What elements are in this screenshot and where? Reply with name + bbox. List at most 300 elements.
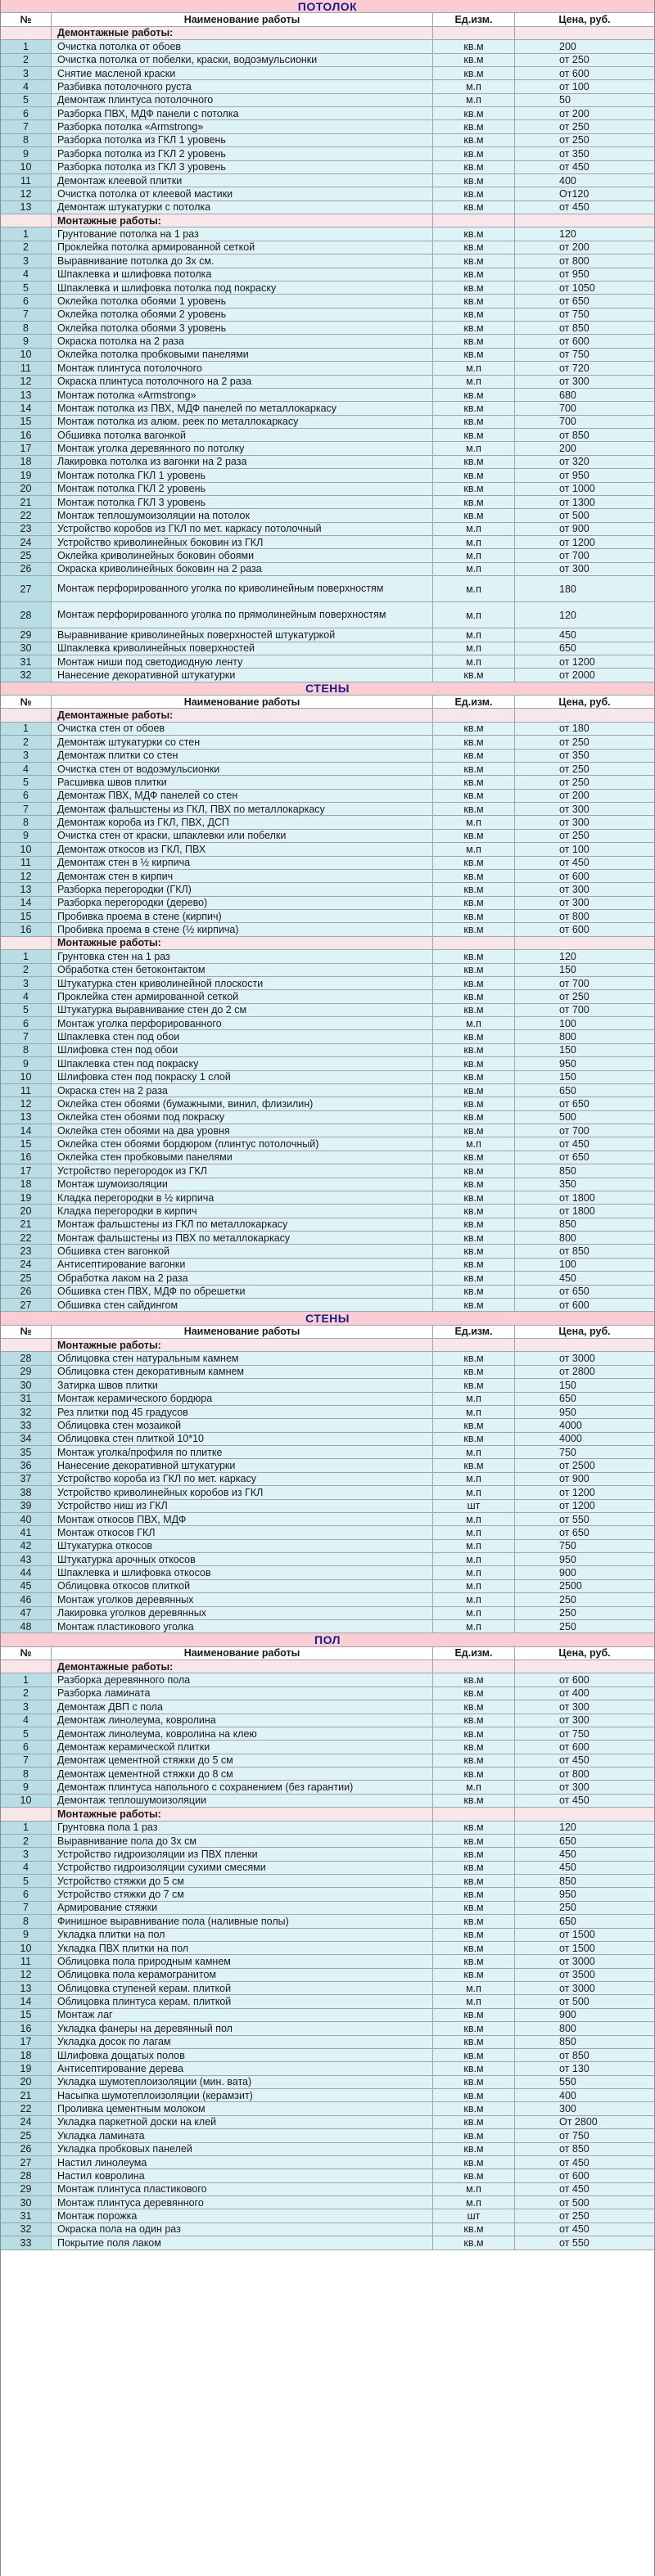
row-name: Окраска криволинейных боковин на 2 раза bbox=[52, 563, 433, 575]
table-row bbox=[1, 1553, 654, 1566]
table-row bbox=[1, 2209, 654, 2222]
row-unit: кв.м bbox=[433, 1419, 515, 1431]
row-price: 950 bbox=[515, 1057, 654, 1070]
row-unit: кв.м bbox=[433, 1433, 515, 1445]
row-name: Демонтаж теплошумоизоляции bbox=[52, 1795, 433, 1807]
row-num: 19 bbox=[1, 1191, 52, 1204]
row-unit: кв.м bbox=[433, 1259, 515, 1271]
row-unit: м.п bbox=[433, 362, 515, 374]
row-name: Расшивка швов плитки bbox=[52, 776, 433, 788]
row-num: 15 bbox=[1, 910, 52, 922]
table-row bbox=[1, 389, 654, 402]
row-unit: кв.м bbox=[433, 803, 515, 815]
row-unit: кв.м bbox=[433, 1741, 515, 1753]
table-row bbox=[1, 1137, 654, 1151]
table-row bbox=[1, 1245, 654, 1258]
group-label-row bbox=[1, 27, 654, 40]
row-unit: кв.м bbox=[433, 308, 515, 321]
row-name: Разбивка потолочного руста bbox=[52, 80, 433, 92]
row-price: от 900 bbox=[515, 1473, 654, 1485]
row-unit: кв.м bbox=[433, 2009, 515, 2021]
row-unit: кв.м bbox=[433, 295, 515, 307]
row-name: Оклейка криволинейных боковин обоями bbox=[52, 549, 433, 561]
row-unit: кв.м bbox=[433, 1459, 515, 1471]
group-unit-cell bbox=[433, 1660, 515, 1673]
row-price: от 450 bbox=[515, 2183, 654, 2195]
row-price: от 450 bbox=[515, 1137, 654, 1150]
group-num-cell bbox=[1, 937, 52, 949]
group-unit-cell bbox=[433, 1808, 515, 1820]
row-name: Насыпка шумотеплоизоляции (керамзит) bbox=[52, 2089, 433, 2101]
row-price: от 1200 bbox=[515, 655, 654, 668]
row-price: от 1800 bbox=[515, 1205, 654, 1217]
row-unit: кв.м bbox=[433, 1795, 515, 1807]
table-row bbox=[1, 1714, 654, 1727]
table-row bbox=[1, 910, 654, 923]
row-num: 29 bbox=[1, 1366, 52, 1378]
row-num: 39 bbox=[1, 1500, 52, 1512]
row-unit: м.п bbox=[433, 1995, 515, 2007]
table-row bbox=[1, 147, 654, 160]
row-num: 13 bbox=[1, 883, 52, 895]
group-label-row bbox=[1, 1339, 654, 1352]
row-num: 23 bbox=[1, 1245, 52, 1257]
table-row bbox=[1, 1286, 654, 1299]
row-num: 4 bbox=[1, 268, 52, 281]
row-price: от 450 bbox=[515, 1795, 654, 1807]
row-price: 250 bbox=[515, 1593, 654, 1605]
table-row bbox=[1, 1500, 654, 1513]
row-num: 5 bbox=[1, 94, 52, 106]
table-header-row bbox=[1, 1647, 654, 1660]
row-unit: кв.м bbox=[433, 1245, 515, 1257]
row-price: 250 bbox=[515, 1620, 654, 1633]
row-unit: кв.м bbox=[433, 2089, 515, 2101]
row-price: 200 bbox=[515, 442, 654, 454]
row-num: 17 bbox=[1, 442, 52, 454]
row-price: от 600 bbox=[515, 1299, 654, 1311]
row-name: Нанесение декоративной штукатурки bbox=[52, 669, 433, 681]
row-num: 10 bbox=[1, 1795, 52, 1807]
table-row bbox=[1, 2236, 654, 2249]
row-name: Облицовка стен мозаикой bbox=[52, 1419, 433, 1431]
row-unit: кв.м bbox=[433, 857, 515, 869]
table-row bbox=[1, 268, 654, 281]
row-name: Устройство гидроизоляции из ПВХ пленки bbox=[52, 1848, 433, 1860]
row-unit: кв.м bbox=[433, 227, 515, 240]
row-price: от 300 bbox=[515, 1781, 654, 1793]
row-price: 450 bbox=[515, 1272, 654, 1284]
row-price: от 850 bbox=[515, 429, 654, 441]
row-unit: кв.м bbox=[433, 2223, 515, 2236]
row-num: 38 bbox=[1, 1486, 52, 1498]
row-name: Обработка лаком на 2 раза bbox=[52, 1272, 433, 1284]
table-row bbox=[1, 763, 654, 776]
row-num: 14 bbox=[1, 1124, 52, 1137]
row-price: 300 bbox=[515, 2102, 654, 2114]
table-row bbox=[1, 1848, 654, 1861]
row-price: от 250 bbox=[515, 134, 654, 146]
row-price: от 200 bbox=[515, 241, 654, 254]
row-price: 450 bbox=[515, 628, 654, 641]
row-num: 27 bbox=[1, 1299, 52, 1311]
row-unit: м.п bbox=[433, 1553, 515, 1565]
header-name: Наименование работы bbox=[52, 1647, 433, 1660]
section-title: СТЕНЫ bbox=[305, 682, 350, 695]
header-name: Наименование работы bbox=[52, 1326, 433, 1338]
row-unit: кв.м bbox=[433, 120, 515, 133]
row-name: Демонтаж ДВП с пола bbox=[52, 1700, 433, 1713]
row-num: 12 bbox=[1, 187, 52, 200]
row-unit: кв.м bbox=[433, 187, 515, 200]
group-label-row bbox=[1, 709, 654, 722]
table-row bbox=[1, 483, 654, 496]
table-row bbox=[1, 2022, 654, 2035]
table-row bbox=[1, 1205, 654, 1218]
row-price: от 650 bbox=[515, 1526, 654, 1538]
row-name: Монтаж потолка из алюм. реек по металлокаркасу bbox=[52, 416, 433, 428]
row-unit: м.п bbox=[433, 1513, 515, 1525]
table-row bbox=[1, 496, 654, 509]
row-name: Пробивка проема в стене (кирпич) bbox=[52, 910, 433, 922]
table-row bbox=[1, 1835, 654, 1848]
section-title: ПОТОЛОК bbox=[297, 0, 358, 13]
row-num: 30 bbox=[1, 1379, 52, 1391]
row-num: 32 bbox=[1, 669, 52, 681]
row-name: Разборка потолка «Armstrong» bbox=[52, 120, 433, 133]
row-unit: кв.м bbox=[433, 1272, 515, 1284]
row-name: Разборка потолка из ГКЛ 1 уровень bbox=[52, 134, 433, 146]
row-unit: кв.м bbox=[433, 1727, 515, 1740]
row-num: 9 bbox=[1, 335, 52, 347]
row-num: 13 bbox=[1, 201, 52, 214]
table-row bbox=[1, 1486, 654, 1499]
row-num: 12 bbox=[1, 870, 52, 882]
row-price: 650 bbox=[515, 1084, 654, 1097]
row-name: Устройство криволинейных коробов из ГКЛ bbox=[52, 1486, 433, 1498]
table-row bbox=[1, 1299, 654, 1312]
section-title: СТЕНЫ bbox=[305, 1312, 350, 1325]
table-row bbox=[1, 1955, 654, 1968]
row-num: 7 bbox=[1, 308, 52, 321]
table-row bbox=[1, 322, 654, 335]
row-name: Лакировка уголков деревянных bbox=[52, 1607, 433, 1619]
row-unit: кв.м bbox=[433, 1097, 515, 1110]
row-name: Кладка перегородки в кирпич bbox=[52, 1205, 433, 1217]
table-header-row bbox=[1, 696, 654, 709]
row-unit: кв.м bbox=[433, 1673, 515, 1686]
row-num: 20 bbox=[1, 1205, 52, 1217]
row-name: Демонтаж плитки со стен bbox=[52, 750, 433, 762]
row-name: Демонтаж цементной стяжки до 5 см bbox=[52, 1754, 433, 1767]
section-title-row bbox=[1, 0, 654, 13]
table-row bbox=[1, 362, 654, 375]
row-num: 33 bbox=[1, 1419, 52, 1431]
row-price: 650 bbox=[515, 1915, 654, 1927]
row-num: 16 bbox=[1, 429, 52, 441]
table-row bbox=[1, 2049, 654, 2062]
row-num: 3 bbox=[1, 1700, 52, 1713]
table-row bbox=[1, 1795, 654, 1808]
row-unit: м.п bbox=[433, 1406, 515, 1418]
row-name: Разборка ламината bbox=[52, 1687, 433, 1700]
row-price: от 550 bbox=[515, 1513, 654, 1525]
table-row bbox=[1, 349, 654, 362]
row-name: Облицовка стен натуральным камнем bbox=[52, 1352, 433, 1364]
row-unit: кв.м bbox=[433, 241, 515, 254]
row-unit: кв.м bbox=[433, 254, 515, 267]
section-0 bbox=[1, 0, 654, 682]
row-price: 900 bbox=[515, 2009, 654, 2021]
row-unit: м.п bbox=[433, 843, 515, 855]
row-num: 21 bbox=[1, 2089, 52, 2101]
row-price: 150 bbox=[515, 1044, 654, 1056]
row-price: 650 bbox=[515, 642, 654, 655]
section-title: ПОЛ bbox=[314, 1633, 341, 1646]
row-num: 3 bbox=[1, 67, 52, 79]
row-price: От120 bbox=[515, 187, 654, 200]
row-name: Грунтование потолка на 1 раз bbox=[52, 227, 433, 240]
row-num: 10 bbox=[1, 1071, 52, 1083]
table-row bbox=[1, 816, 654, 829]
row-num: 12 bbox=[1, 1969, 52, 1981]
row-unit: кв.м bbox=[433, 281, 515, 294]
row-name: Монтаж теплошумоизоляции на потолок bbox=[52, 509, 433, 521]
row-unit: м.п bbox=[433, 94, 515, 106]
row-price: от 1000 bbox=[515, 483, 654, 495]
row-num: 31 bbox=[1, 2209, 52, 2222]
row-unit: м.п bbox=[433, 2183, 515, 2195]
row-unit: кв.м bbox=[433, 790, 515, 802]
row-num: 6 bbox=[1, 295, 52, 307]
row-unit: кв.м bbox=[433, 469, 515, 481]
section-title-row bbox=[1, 1312, 654, 1325]
row-name: Укладка досок по лагам bbox=[52, 2036, 433, 2048]
table-row bbox=[1, 870, 654, 883]
row-price: от 3000 bbox=[515, 1982, 654, 1994]
row-name: Демонтаж цементной стяжки до 8 см bbox=[52, 1768, 433, 1780]
row-name: Демонтаж стен в ½ кирпича bbox=[52, 857, 433, 869]
row-num: 3 bbox=[1, 977, 52, 989]
row-unit: кв.м bbox=[433, 1071, 515, 1083]
row-name: Оклейка стен обоями под покраску bbox=[52, 1111, 433, 1124]
row-num: 7 bbox=[1, 803, 52, 815]
row-name: Проливка цементным молоком bbox=[52, 2102, 433, 2114]
row-unit: м.п bbox=[433, 1593, 515, 1605]
row-unit: кв.м bbox=[433, 402, 515, 414]
row-unit: кв.м bbox=[433, 1205, 515, 1217]
row-name: Демонтаж ПВХ, МДФ панелей со стен bbox=[52, 790, 433, 802]
row-unit: кв.м bbox=[433, 2143, 515, 2155]
table-row bbox=[1, 1017, 654, 1030]
row-name: Разборка ПВХ, МДФ панели с потолка bbox=[52, 107, 433, 119]
table-row bbox=[1, 1473, 654, 1486]
row-num: 45 bbox=[1, 1580, 52, 1592]
row-unit: кв.м bbox=[433, 107, 515, 119]
row-unit: кв.м bbox=[433, 1687, 515, 1700]
table-row bbox=[1, 563, 654, 576]
table-row bbox=[1, 67, 654, 80]
row-unit: кв.м bbox=[433, 429, 515, 441]
row-unit: м.п bbox=[433, 1486, 515, 1498]
row-num: 12 bbox=[1, 376, 52, 388]
row-unit: кв.м bbox=[433, 910, 515, 922]
row-name: Окраска стен на 2 раза bbox=[52, 1084, 433, 1097]
row-unit: кв.м bbox=[433, 1942, 515, 1954]
row-unit: кв.м bbox=[433, 1848, 515, 1860]
row-price: 950 bbox=[515, 1553, 654, 1565]
row-price: 120 bbox=[515, 950, 654, 962]
table-row bbox=[1, 2183, 654, 2196]
header-num: № bbox=[1, 13, 52, 25]
row-num: 32 bbox=[1, 2223, 52, 2236]
row-num: 25 bbox=[1, 2129, 52, 2141]
row-unit: кв.м bbox=[433, 964, 515, 976]
row-num: 11 bbox=[1, 362, 52, 374]
row-name: Монтаж уголка перфорированного bbox=[52, 1017, 433, 1029]
row-unit: кв.м bbox=[433, 2049, 515, 2061]
table-row bbox=[1, 161, 654, 174]
row-name: Настил линолеума bbox=[52, 2156, 433, 2168]
row-name: Грунтовка пола 1 раз bbox=[52, 1822, 433, 1834]
row-name: Монтаж плинтуса пластикового bbox=[52, 2183, 433, 2195]
row-name: Грунтовка стен на 1 раз bbox=[52, 950, 433, 962]
row-num: 33 bbox=[1, 2236, 52, 2249]
table-row bbox=[1, 1044, 654, 1057]
table-row bbox=[1, 669, 654, 682]
row-price: 250 bbox=[515, 1607, 654, 1619]
row-price: от 300 bbox=[515, 1714, 654, 1727]
row-name: Демонтаж плинтуса потолочного bbox=[52, 94, 433, 106]
row-num: 13 bbox=[1, 389, 52, 401]
table-row bbox=[1, 1781, 654, 1794]
header-unit: Ед.изм. bbox=[433, 1326, 515, 1338]
row-price: от 450 bbox=[515, 2223, 654, 2236]
row-name: Обшивка потолка вагонкой bbox=[52, 429, 433, 441]
row-num: 6 bbox=[1, 1888, 52, 1900]
row-num: 26 bbox=[1, 1286, 52, 1298]
row-unit: м.п bbox=[433, 576, 515, 601]
row-price: от 600 bbox=[515, 1673, 654, 1686]
row-price: от 300 bbox=[515, 816, 654, 828]
table-row bbox=[1, 2076, 654, 2089]
row-price: 100 bbox=[515, 1017, 654, 1029]
row-num: 8 bbox=[1, 1768, 52, 1780]
row-price: 4000 bbox=[515, 1433, 654, 1445]
table-row bbox=[1, 1124, 654, 1137]
row-price: 700 bbox=[515, 416, 654, 428]
row-name: Монтаж керамического бордюра bbox=[52, 1393, 433, 1405]
table-row bbox=[1, 883, 654, 896]
row-unit: кв.м bbox=[433, 990, 515, 1002]
table-row bbox=[1, 1419, 654, 1432]
table-row bbox=[1, 1969, 654, 1982]
row-name: Штукатурка стен криволинейной плоскости bbox=[52, 977, 433, 989]
row-unit: кв.м bbox=[433, 977, 515, 989]
table-row bbox=[1, 602, 654, 628]
table-row bbox=[1, 2169, 654, 2182]
row-unit: кв.м bbox=[433, 496, 515, 508]
table-row bbox=[1, 1982, 654, 1995]
row-price: от 3000 bbox=[515, 1955, 654, 1967]
row-unit: кв.м bbox=[433, 67, 515, 79]
row-num: 34 bbox=[1, 1433, 52, 1445]
table-row bbox=[1, 94, 654, 107]
row-name: Очистка стен от обоев bbox=[52, 723, 433, 735]
table-row bbox=[1, 376, 654, 389]
table-row bbox=[1, 1673, 654, 1687]
section-2 bbox=[1, 1312, 654, 1633]
table-row bbox=[1, 1097, 654, 1110]
row-unit: м.п bbox=[433, 1446, 515, 1458]
row-unit: кв.м bbox=[433, 335, 515, 347]
table-row bbox=[1, 1580, 654, 1593]
header-unit: Ед.изм. bbox=[433, 696, 515, 708]
row-unit: кв.м bbox=[433, 2022, 515, 2034]
row-num: 14 bbox=[1, 897, 52, 909]
row-price: от 1300 bbox=[515, 496, 654, 508]
table-row bbox=[1, 1513, 654, 1526]
table-row bbox=[1, 1164, 654, 1178]
row-name: Монтаж плинтуса деревянного bbox=[52, 2196, 433, 2209]
row-price: 800 bbox=[515, 2022, 654, 2034]
header-unit: Ед.изм. bbox=[433, 1647, 515, 1660]
row-name: Рез плитки под 45 градусов bbox=[52, 1406, 433, 1418]
table-row bbox=[1, 1446, 654, 1459]
table-row bbox=[1, 1111, 654, 1124]
row-unit: кв.м bbox=[433, 1915, 515, 1927]
row-num: 8 bbox=[1, 134, 52, 146]
row-price: от 200 bbox=[515, 790, 654, 802]
row-price: от 850 bbox=[515, 1245, 654, 1257]
row-name: Обшивка стен сайдингом bbox=[52, 1299, 433, 1311]
row-name: Монтаж уголков деревянных bbox=[52, 1593, 433, 1605]
table-row bbox=[1, 536, 654, 549]
table-row bbox=[1, 187, 654, 200]
row-price: от 800 bbox=[515, 1768, 654, 1780]
row-num: 6 bbox=[1, 1741, 52, 1753]
table-row bbox=[1, 308, 654, 322]
row-num: 27 bbox=[1, 2156, 52, 2168]
row-num: 9 bbox=[1, 147, 52, 160]
row-price: от 650 bbox=[515, 1286, 654, 1298]
header-price: Цена, руб. bbox=[515, 13, 654, 25]
table-row bbox=[1, 1929, 654, 1942]
row-name: Шлифовка стен под обои bbox=[52, 1044, 433, 1056]
table-row bbox=[1, 1593, 654, 1606]
header-price: Цена, руб. bbox=[515, 1647, 654, 1660]
row-price: от 850 bbox=[515, 2049, 654, 2061]
row-price: от 300 bbox=[515, 883, 654, 895]
row-unit: м.п bbox=[433, 1473, 515, 1485]
table-header-row bbox=[1, 1326, 654, 1339]
table-row bbox=[1, 803, 654, 816]
table-row bbox=[1, 442, 654, 455]
row-num: 5 bbox=[1, 1004, 52, 1016]
table-row bbox=[1, 1191, 654, 1205]
row-price: от 700 bbox=[515, 549, 654, 561]
row-price: от 1200 bbox=[515, 1500, 654, 1512]
row-price: 180 bbox=[515, 576, 654, 601]
row-name: Монтаж уголка деревянного по потолку bbox=[52, 442, 433, 454]
row-name: Укладка фанеры на деревянный пол bbox=[52, 2022, 433, 2034]
row-price: 850 bbox=[515, 2036, 654, 2048]
row-name: Демонтаж линолеума, ковролина на клею bbox=[52, 1727, 433, 1740]
row-name: Оклейка потолка пробковыми панелями bbox=[52, 349, 433, 361]
row-name: Штукатурка арочных откосов bbox=[52, 1553, 433, 1565]
row-name: Монтаж перфорированного уголка по прямолинейным поверхностям bbox=[52, 602, 433, 628]
table-row bbox=[1, 456, 654, 469]
